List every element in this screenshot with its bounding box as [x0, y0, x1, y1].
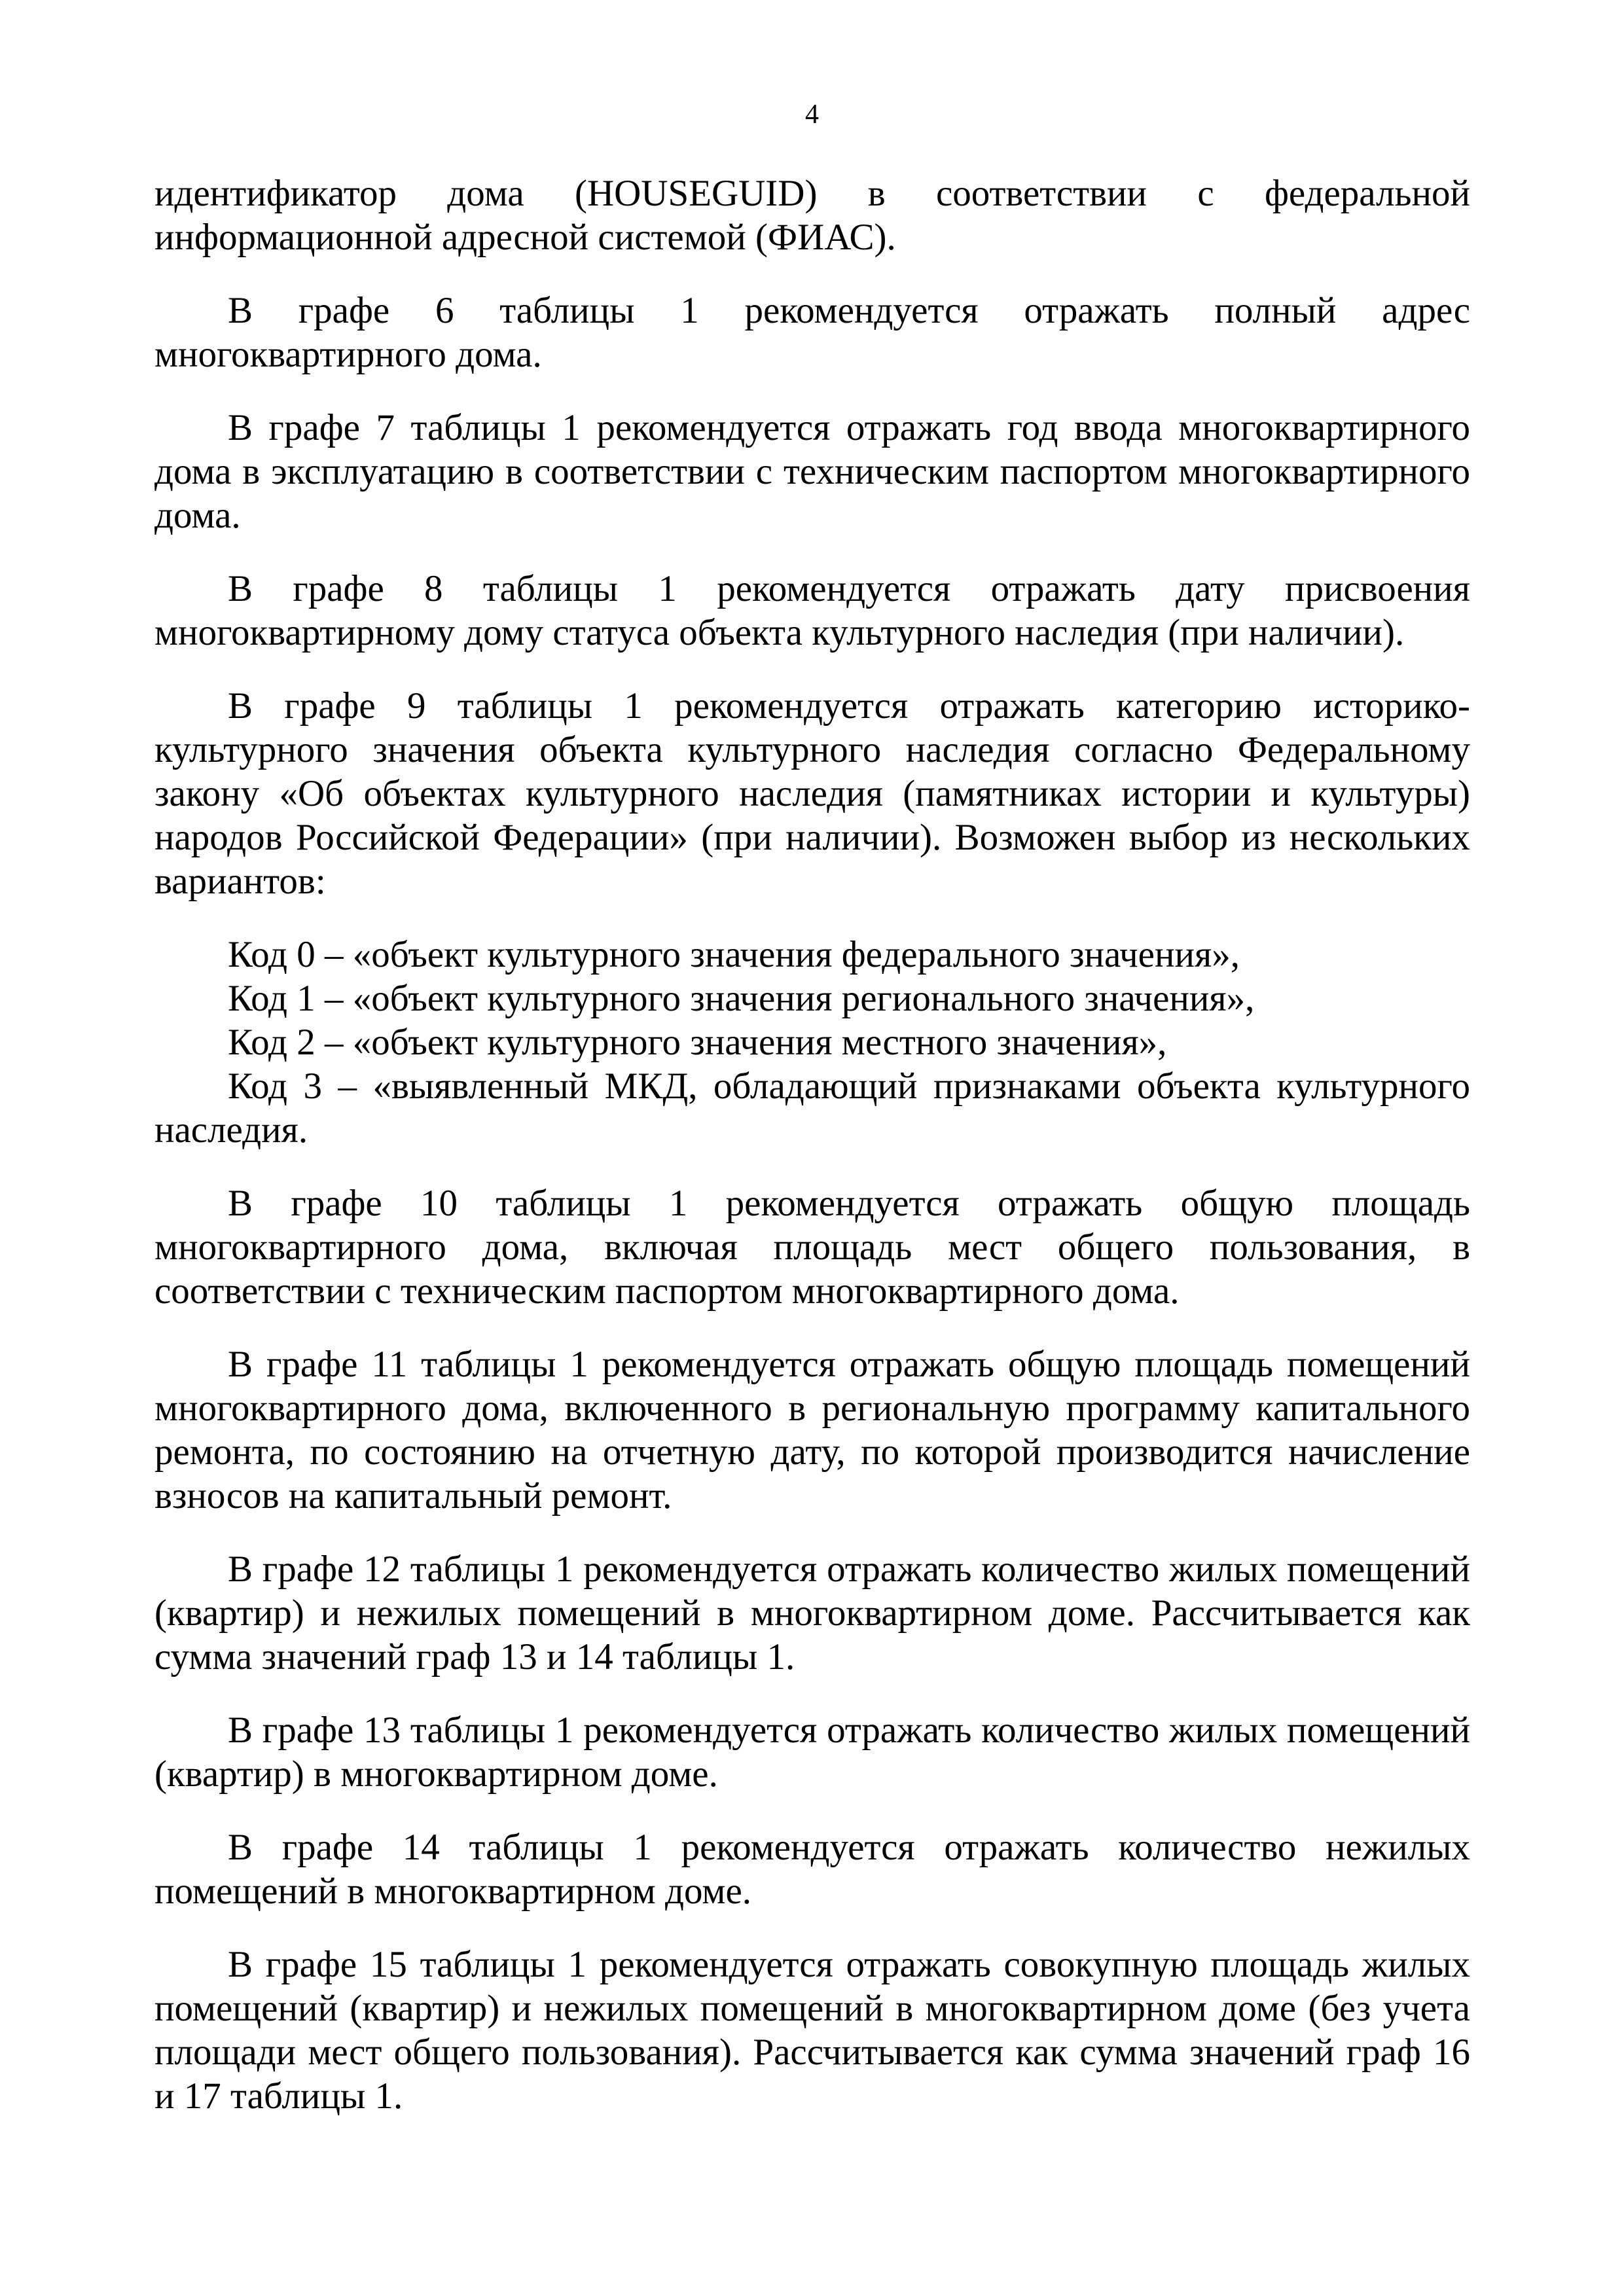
paragraph-column-9: В графе 9 таблицы 1 рекомендуется отражать категорию историко-культурного значения объекта культурного наследия согласно Федеральному закону «Об объектах культурного наследия (памятниках истории и культуры) народов Российской Федерации» (при наличии). Возможен выбор из нескольких вариантов:: [154, 685, 1470, 902]
document-body: [154, 171, 1470, 2147]
paragraph-column-13: В графе 13 таблицы 1 рекомендуется отражать количество жилых помещений (квартир) в многоквартирном доме.: [154, 1710, 1470, 1795]
paragraph-column-11: В графе 11 таблицы 1 рекомендуется отражать общую площадь помещений многоквартирного дома, включенного в региональную программу капитального ремонта, по состоянию на отчетную дату, по которой производится начисление взносов на капитальный ремонт.: [154, 1344, 1470, 1516]
list-item: Код 2 – «объект культурного значения местного значения»,: [228, 1022, 1167, 1063]
list-item: Код 1 – «объект культурного значения регионального значения»,: [228, 978, 1255, 1019]
paragraph-column-8: В графе 8 таблицы 1 рекомендуется отражать дату присвоения многоквартирному дому статуса объекта культурного наследия (при наличии).: [154, 568, 1470, 653]
page-number: 4: [805, 99, 819, 130]
code-list: [154, 933, 1470, 1152]
list-item: Код 3 – «выявленный МКД, обладающий признаками объекта культурного наследия.: [154, 1066, 1470, 1151]
paragraph-column-6: В графе 6 таблицы 1 рекомендуется отражать полный адрес многоквартирного дома.: [154, 290, 1470, 375]
paragraph-column-7: В графе 7 таблицы 1 рекомендуется отражать год ввода многоквартирного дома в эксплуатацию в соответствии с техническим паспортом многоквартирного дома.: [154, 407, 1470, 536]
list-item: Код 0 – «объект культурного значения федерального значения»,: [228, 934, 1240, 975]
paragraph-column-10: В графе 10 таблицы 1 рекомендуется отражать общую площадь многоквартирного дома, включая площадь мест общего пользования, в соответствии с техническим паспортом многоквартирного дома.: [154, 1183, 1470, 1312]
paragraph-column-12: В графе 12 таблицы 1 рекомендуется отражать количество жилых помещений (квартир) и нежилых помещений в многоквартирном доме. Рассчитывается как сумма значений граф 13 и 14 таблицы 1.: [154, 1549, 1470, 1677]
paragraph-column-15: В графе 15 таблицы 1 рекомендуется отражать совокупную площадь жилых помещений (квартир) и нежилых помещений в многоквартирном доме (без учета площади мест общего пользования). Рассчитывается как сумма значений граф 16 и 17 таблицы 1.: [154, 1944, 1470, 2117]
paragraph-houseguid: идентификатор дома (HOUSEGUID) в соответствии с федеральной информационной адресной системой (ФИАС).: [154, 173, 1470, 258]
paragraph-column-14: В графе 14 таблицы 1 рекомендуется отражать количество нежилых помещений в многоквартирном доме.: [154, 1827, 1470, 1912]
